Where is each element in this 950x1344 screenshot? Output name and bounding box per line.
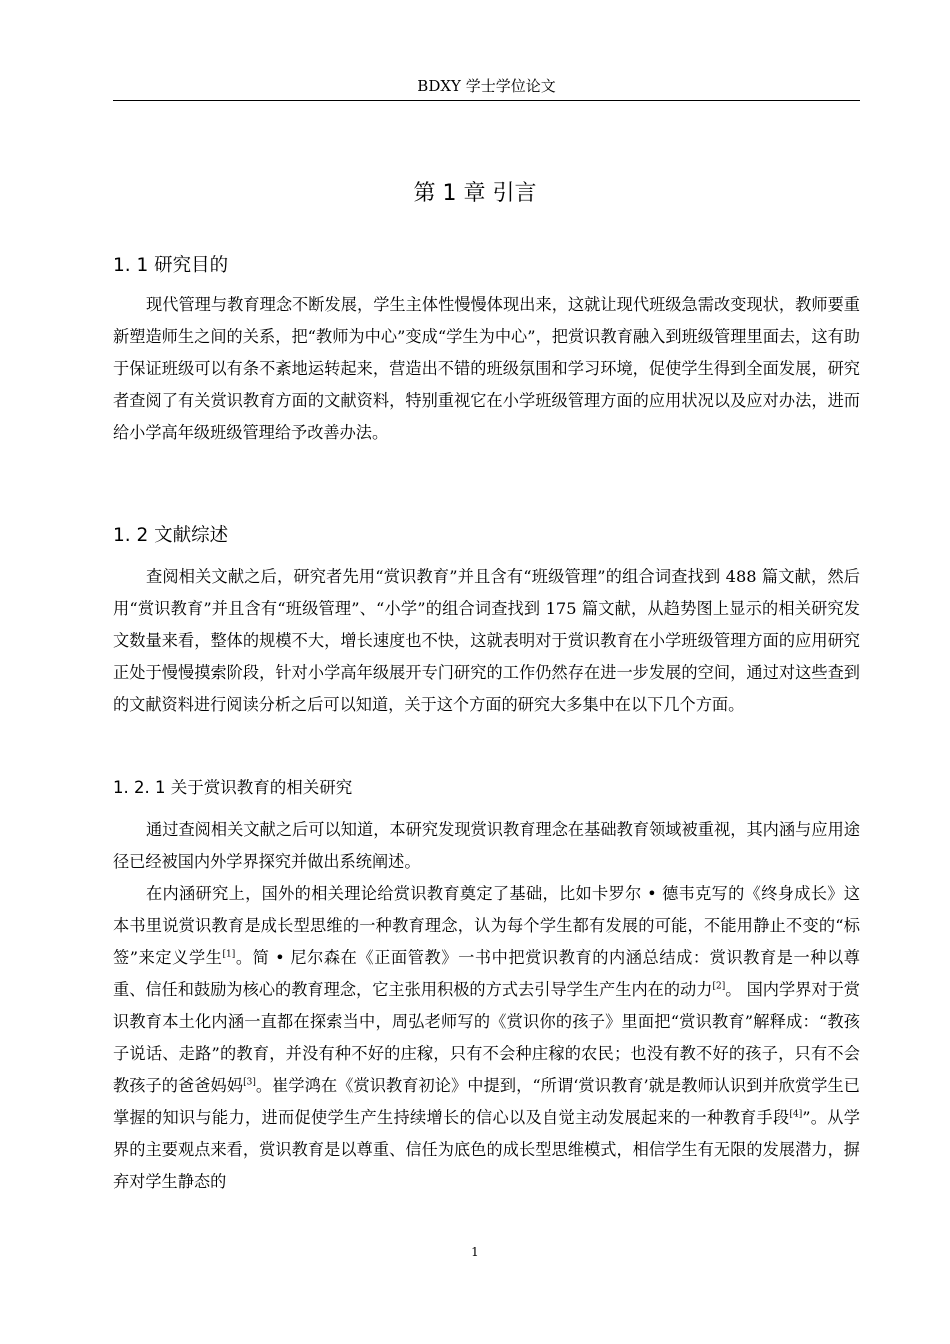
header-title: BDXY 学士学位论文 — [417, 77, 556, 95]
citation-4: [4] — [789, 1109, 803, 1120]
citation-1: [1] — [222, 949, 236, 960]
paragraph-research-purpose: 现代管理与教育理念不断发展，学生主体性慢慢体现出来，这就让现代班级急需改变现状，教师要重新塑造师生之间的关系，把“教师为中心”变成“学生为中心”，把赏识教育融入到班级管理里面去，这有助于保证班级可以有条不紊地运转起来，营造出不错的班级氛围和学习环境，促使学生得到全面发展，研究者查阅了有关赏识教育方面的文献资料，特别重视它在小学班级管理方面的应用状况以及应对办法，进而给小学高年级班级管理给予改善办法。 — [113, 295, 860, 442]
paragraph-text: 。崔学鸿在《赏识教育初论》中提到，“所谓‘赏识教育’就是教师认识到并欣赏学生已掌握的知识与能力，进而促使学生产生持续增长的信心以及自觉主动发展起来的一种教育手段 — [113, 1076, 860, 1127]
citation-2: [2] — [712, 981, 726, 992]
paragraph-text: ”。从学界的主要观点来看，赏识教育是以尊重、信任为底色的成长型思维模式，相信学生有无限的发展潜力，摒弃对学生静态的 — [113, 1108, 860, 1191]
citation-3: [3] — [243, 1077, 256, 1088]
page-number: 1 — [471, 1245, 479, 1259]
paragraph-related-research-intro: 通过查阅相关文献之后可以知道，本研究发现赏识教育理念在基础教育领域被重视，其内涵与应用途径已经被国内外学界探究并做出系统阐述。 — [113, 820, 860, 871]
section-heading-1-2: 1. 2 文献综述 — [113, 525, 229, 546]
paragraph-connotation-research — [113, 878, 860, 1198]
paragraph-text: 。 国内学界对于赏识教育本土化内涵一直都在探索当中，周弘老师写的《赏识你的孩子》里面把“赏识教育”解释成：“教孩子说话、走路”的教育，并没有种不好的庄稼，只有不会种庄稼的农民；也没有教不好的孩子，只有不会教孩子的爸爸妈妈 — [113, 980, 860, 1095]
paragraph-text: 在内涵研究上，国外的相关理论给赏识教育奠定了基础，比如卡罗尔 • 德韦克写的《终身成长》这本书里说赏识教育是成长型思维的一种教育理念，认为每个学生都有发展的可能，不能用静止不变的“标签”来定义学生 — [113, 884, 860, 967]
section-heading-1-2-1: 1. 2. 1 关于赏识教育的相关研究 — [113, 778, 353, 797]
page-header — [113, 74, 860, 101]
section-heading-1-1: 1. 1 研究目的 — [113, 255, 229, 276]
paragraph-literature-review: 查阅相关文献之后，研究者先用“赏识教育”并且含有“班级管理”的组合词查找到 488 篇文献，然后用“赏识教育”并且含有“班级管理”、“小学”的组合词查找到 175 篇文献，从趋势图上显示的相关研究发文数量来看，整体的规模不大，增长速度也不快，这就表明对于赏识教育在小学班级管理方面的应用研究正处于慢慢摸索阶段，针对小学高年级展开专门研究的工作仍然存在进一步发展的空间，通过对这些查到的文献资料进行阅读分析之后可以知道，关于这个方面的研究大多集中在以下几个方面。 — [113, 567, 860, 714]
paragraph-text: 。简 • 尼尔森在《正面管教》一书中把赏识教育的内涵总结成：赏识教育是一种以尊重、信任和鼓励为核心的教育理念，它主张用积极的方式去引导学生产生内在的动力 — [113, 948, 860, 999]
chapter-title: 第 1 章 引言 — [413, 181, 537, 206]
